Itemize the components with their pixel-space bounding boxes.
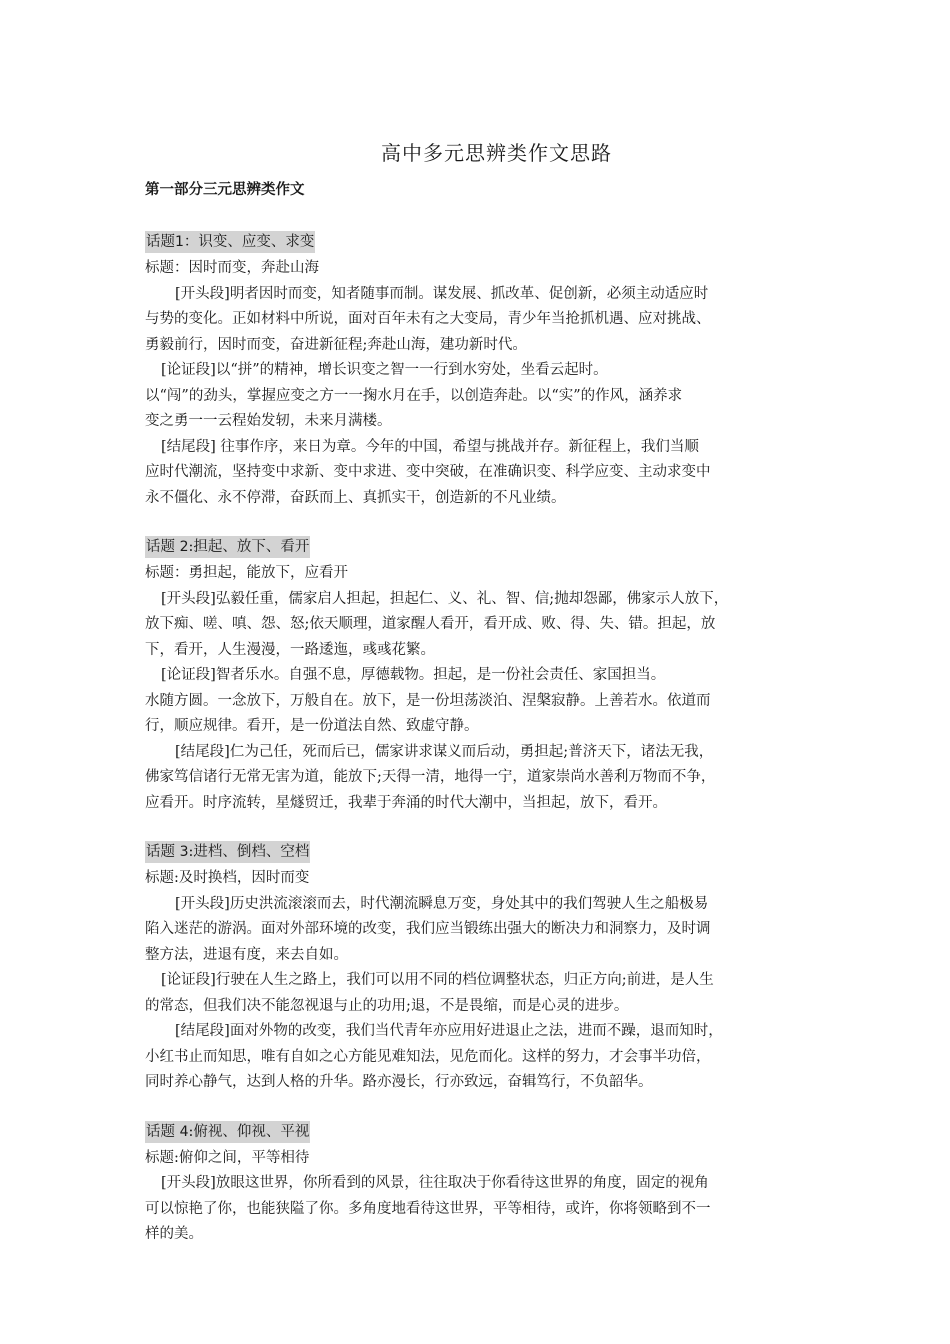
topic-1-section <box>145 231 830 511</box>
topic-name: :担起、放下、看开 <box>188 539 310 555</box>
opening-paragraph-line: 样的美。 <box>145 1226 203 1242</box>
topic-4-section <box>145 1121 830 1248</box>
topic-name: ：识变、应变、求变 <box>183 234 315 250</box>
closing-paragraph-line: 小红书止而知思，唯有自如之心方能见难知法，见危而化。这样的努力，才会事半功倍， <box>145 1048 711 1065</box>
opening-paragraph-line: 勇毅前行，因时而变，奋进新征程;奔赴山海，建功新时代。 <box>145 336 527 353</box>
opening-paragraph-line: [开头段]放眼这世界，你所看到的风景，往往取决于你看待这世界的角度，固定的视角 <box>161 1175 709 1191</box>
topic-number: 4 <box>179 1123 189 1140</box>
topic-heading <box>145 231 315 253</box>
topic-number: 3 <box>179 844 189 860</box>
topic-subtitle: 标题：勇担起，能放下，应看开 <box>145 565 348 581</box>
opening-paragraph-line: 下，看开，人生漫漫，一路逶迤，彧彧花繁。 <box>145 641 435 658</box>
opening-paragraph-line: 与势的变化。正如材料中所说，面对百年未有之大变局，青少年当抢抓机遇、应对挑战、 <box>145 311 711 327</box>
topic-heading <box>145 841 310 863</box>
argument-paragraph-line: [论证段]行驶在人生之路上，我们可以用不同的档位调整状态，归正方向;前进，是人生 <box>161 972 714 988</box>
closing-paragraph-line: 佛家笃信诸行无常无害为道，能放下;天得一清，地得一宁，道家崇尚水善利万物而不争， <box>145 769 716 785</box>
opening-paragraph-line: [开头段]历史洪流滚滚而去，时代潮流瞬息万变，身处其中的我们驾驶人生之船极易 <box>175 895 709 912</box>
topic-name: :俯视、仰视、平视 <box>188 1123 310 1140</box>
closing-paragraph-line: [结尾段] 往事作序，来日为章。今年的中国，希望与挑战并存。新征程上，我们当顺 <box>161 438 699 455</box>
closing-paragraph-line: [结尾段]仁为己任，死而后已，儒家讲求谋义而后动，勇担起;普济天下，诸法无我， <box>175 743 714 760</box>
topic-number: 1 <box>175 234 184 250</box>
topic-heading <box>145 536 310 558</box>
opening-paragraph-line: [开头段]弘毅任重，儒家启人担起，担起仁、义、礼、智、信;抛却怨鄙，佛家示人放下， <box>161 590 729 607</box>
topic-label: 话题 <box>146 844 175 860</box>
closing-paragraph-line: 应时代潮流，坚持变中求新、变中求进、变中突破，在准确识变、科学应变、主动求变中 <box>145 464 711 480</box>
opening-paragraph-line: [开头段]明者因时而变，知者随事而制。谋发展、抓改革、促创新，必须主动适应时 <box>175 285 709 302</box>
document-title: 高中多元思辨类作文思路 <box>381 141 612 165</box>
topic-number: 2 <box>179 539 189 555</box>
argument-paragraph-line: 的常态，但我们决不能忽视退与止的功用;退，不是畏缩，而是心灵的进步。 <box>145 997 629 1014</box>
argument-paragraph-line: [论证段]以“拼”的精神，增长识变之智一一行到水穷处，坐看云起时。 <box>161 362 608 378</box>
topic-2-section <box>145 536 830 816</box>
topic-label: 话题 <box>146 539 175 555</box>
topic-subtitle: 标题:俯仰之间，平等相待 <box>145 1149 310 1166</box>
topic-name: :进档、倒档、空档 <box>188 844 310 860</box>
topic-subtitle: 标题:及时换档，因时而变 <box>145 870 310 886</box>
topic-3-section <box>145 841 830 1096</box>
closing-paragraph-line: 同时养心静气，达到人格的升华。路亦漫长，行亦致远，奋辑笃行，不负韶华。 <box>145 1074 653 1090</box>
argument-paragraph-line: 行，顺应规律。看开，是一份道法自然、致虚守静。 <box>145 718 479 734</box>
argument-paragraph-line: 变之勇一一云程始发轫，未来月满楼。 <box>145 413 392 429</box>
argument-paragraph-line: 水随方圆。一念放下，万般自在。放下，是一份坦荡淡泊、涅槃寂静。上善若水。依道而 <box>145 692 711 709</box>
closing-paragraph-line: 永不僵化、永不停滞，奋跃而上、真抓实干，创造新的不凡业绩。 <box>145 489 566 506</box>
part-title: 第一部分三元思辨类作文 <box>145 181 305 198</box>
topic-heading <box>145 1121 310 1143</box>
topic-label: 话题 <box>146 1123 175 1140</box>
argument-paragraph-line: 以“闯”的劲头，掌握应变之方一一掬水月在手，以创造奔赴。以“实”的作风，涵养求 <box>145 387 683 404</box>
closing-paragraph-line: 应看开。时序流转，星燧贸迁，我辈于奔涌的时代大潮中，当担起，放下，看开。 <box>145 794 667 811</box>
closing-paragraph-line: [结尾段]面对外物的改变，我们当代青年亦应用好进退止之法，进而不躁，退而知时， <box>175 1023 723 1039</box>
argument-paragraph-line: [论证段]智者乐水。自强不息，厚德载物。担起，是一份社会责任、家国担当。 <box>161 667 666 683</box>
topic-subtitle: 标题：因时而变，奔赴山海 <box>145 260 319 276</box>
opening-paragraph-line: 整方法，进退有度，来去自如。 <box>145 946 348 963</box>
opening-paragraph-line: 陷入迷茫的游涡。面对外部环境的改变，我们应当锻练出强大的断决力和洞察力，及时调 <box>145 921 711 937</box>
opening-paragraph-line: 可以惊艳了你，也能狭隘了你。多角度地看待这世界，平等相待，或许，你将领略到不一 <box>145 1200 711 1217</box>
opening-paragraph-line: 放下痴、嗟、嗔、怨、怒;依天顺理，道家醒人看开，看开成、败、得、失、错。担起，放 <box>145 616 716 632</box>
topic-label: 话题 <box>146 234 175 250</box>
